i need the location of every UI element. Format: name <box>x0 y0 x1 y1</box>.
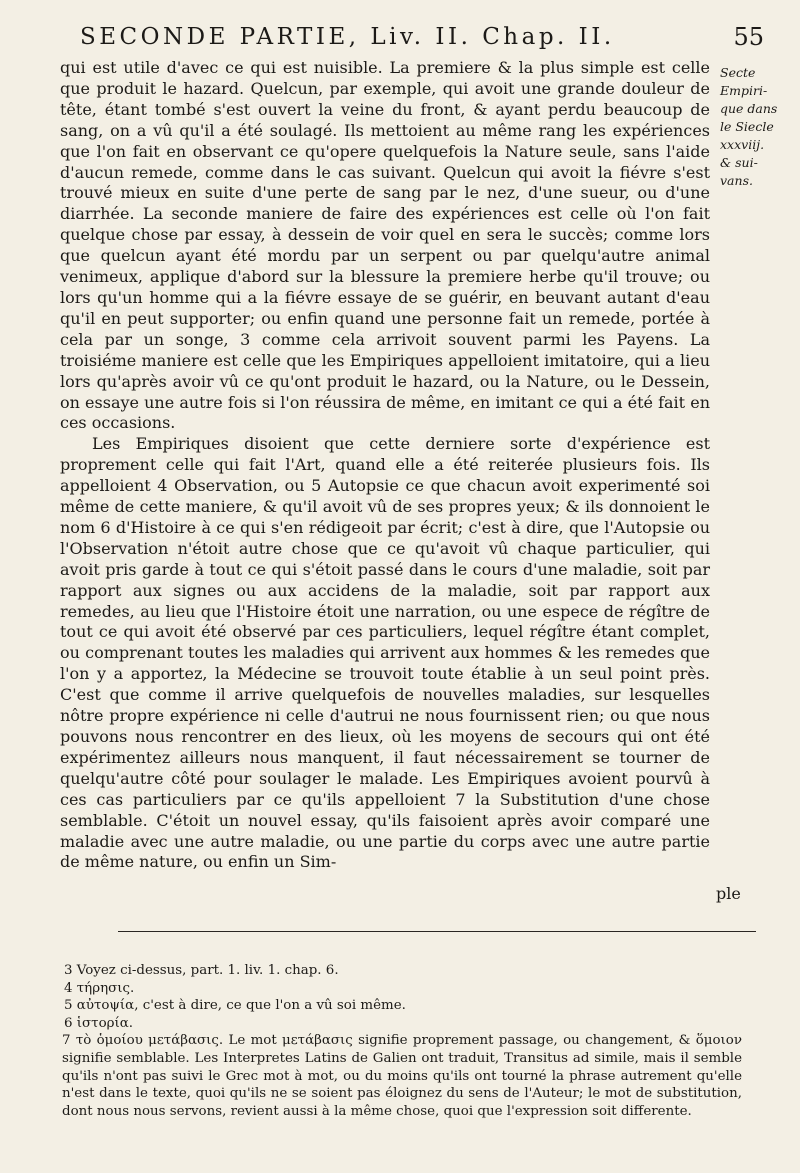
margin-note-line: Empiri- <box>720 83 768 98</box>
footnote-5: 5 αὐτοψία, c'est à dire, ce que l'on a vû soi même. <box>64 998 406 1014</box>
footnote-4: 4 τήρησις. <box>64 980 135 996</box>
main-text <box>60 58 710 873</box>
margin-note-line: vans. <box>720 173 753 188</box>
paragraph-1: qui est utile d'avec ce qui est nuisible. La premiere & la plus simple est celle que produit le hazard. Quelcun, par exemple, qui avoit une grande douleur de tête, étant tombé s'est ouvert la veine du front, & ayant perdu beaucoup de sang, on a vû qu'il a été soulagé. Ils mettoient au même rang les expériences que l'on fait en observant ce qu'opere quelquefois la Nature seule, sans l'aide d'aucun remede, comme dans le cas suivant. Quelcun qui avoit la fiévre s'est trouvé mieux en suite d'une perte de sang par le nez, d'une sueur, ou d'une diarrhée. La seconde maniere de faire des expériences est celle où l'on fait quelque chose par essay, à dessein de voir quel en sera le succès; comme lors que quelcun ayant été mordu par un serpent ou par quelqu'autre animal venimeux, applique d'abord sur la blessure la premiere herbe qu'il trouve; ou lors qu'un homme qui a la fiévre essaye de se guérir, en beuvant autant d'eau qu'il en peut supporter; ou enfin quand une personne fait un remede, portée à cela par un songe, 3 comme cela arrivoit souvent parmi les Payens. La troisiéme maniere est celle que les Empiriques appelloient imitatoire, qui a lieu lors qu'après avoir vû ce qu'ont produit le hazard, ou la Nature, ou le Dessein, on essaye une autre fois si l'on réussira de même, en imitant ce qui a été fait en ces occasions. <box>60 58 710 433</box>
footnote-3: 3 Voyez ci-dessus, part. 1. liv. 1. chap. 6. <box>64 963 339 978</box>
margin-note-line: xxxviij. <box>720 137 765 152</box>
margin-note-line: que dans <box>720 101 778 116</box>
page-number: 55 <box>733 23 764 51</box>
margin-note-line: Secte <box>720 65 756 80</box>
margin-note <box>720 64 798 190</box>
footnote-rule <box>118 931 756 932</box>
footnote-7: 7 τὸ ὁμοίου μετάβασις. Le mot μετάβασις signifie proprement passage, ou changement, & ὅμοιον signifie semblable. Les Interpretes Latins de Galien ont traduit, Transitus ad simile, mais il semble qu'ils n'ont pas suivi le Grec mot à mot, ou du moins qu'ils ont tourné la phrase autrement qu'elle n'est dans le texte, quoi qu'ils ne se soient pas éloignez du sens de l'Auteur; le mot de substitution, dont nous nous servons, revient aussi à la même chose, quoi que l'expression soit differente. <box>62 1033 742 1119</box>
catchword: ple <box>716 884 741 903</box>
footnotes <box>62 962 742 1120</box>
footnote-6: 6 ἱστορία. <box>64 1015 134 1031</box>
margin-note-line: le Siecle <box>720 119 774 134</box>
page-header <box>62 20 764 60</box>
margin-note-line: & sui- <box>720 155 758 170</box>
paragraph-2: Les Empiriques disoient que cette derniere sorte d'expérience est proprement celle qui fait l'Art, quand elle a été reiterée plusieurs fois. Ils appelloient 4 Observation, ou 5 Autopsie ce que chacun avoit experimenté soi même de cette maniere, & qu'il avoit vû de ses propres yeux; & ils donnoient le nom 6 d'Histoire à ce qui s'en rédigeoit par écrit; c'est à dire, que l'Autopsie ou l'Observation n'étoit autre chose que ce qu'avoit vû chaque particulier, qui avoit pris garde à tout ce qui s'étoit passé dans le cours d'une maladie, soit par rapport aux signes ou aux accidens de la maladie, soit par rapport aux remedes, au lieu que l'Histoire étoit une narration, ou une espece de régître de tout ce qui avoit été observé par ces particuliers, lequel régître étant complet, ou comprenant toutes les maladies qui arrivent aux hommes & les remedes que l'on y a apportez, la Médecine se trouvoit toute établie à un seul point près. C'est que comme il arrive quelquefois de nouvelles maladies, sur lesquelles nôtre propre expérience ni celle d'autrui ne nous fournissent rien; ou que nous pouvons nous rencontrer en des lieux, où les moyens de secours qui ont été expérimentez ailleurs nous manquent, il faut nécessairement se tourner de quelqu'autre côté pour soulager le malade. Les Empiriques avoient pourvû à ces cas particuliers par ce qu'ils appelloient 7 la Substitution d'une chose semblable. C'étoit un nouvel essay, qu'ils faisoient après avoir comparé une maladie avec une autre maladie, ou une partie du corps avec une autre partie de même nature, ou enfin un Sim- <box>60 434 710 872</box>
running-head: SECONDE PARTIE, Liv. II. Chap. II. <box>80 24 615 50</box>
